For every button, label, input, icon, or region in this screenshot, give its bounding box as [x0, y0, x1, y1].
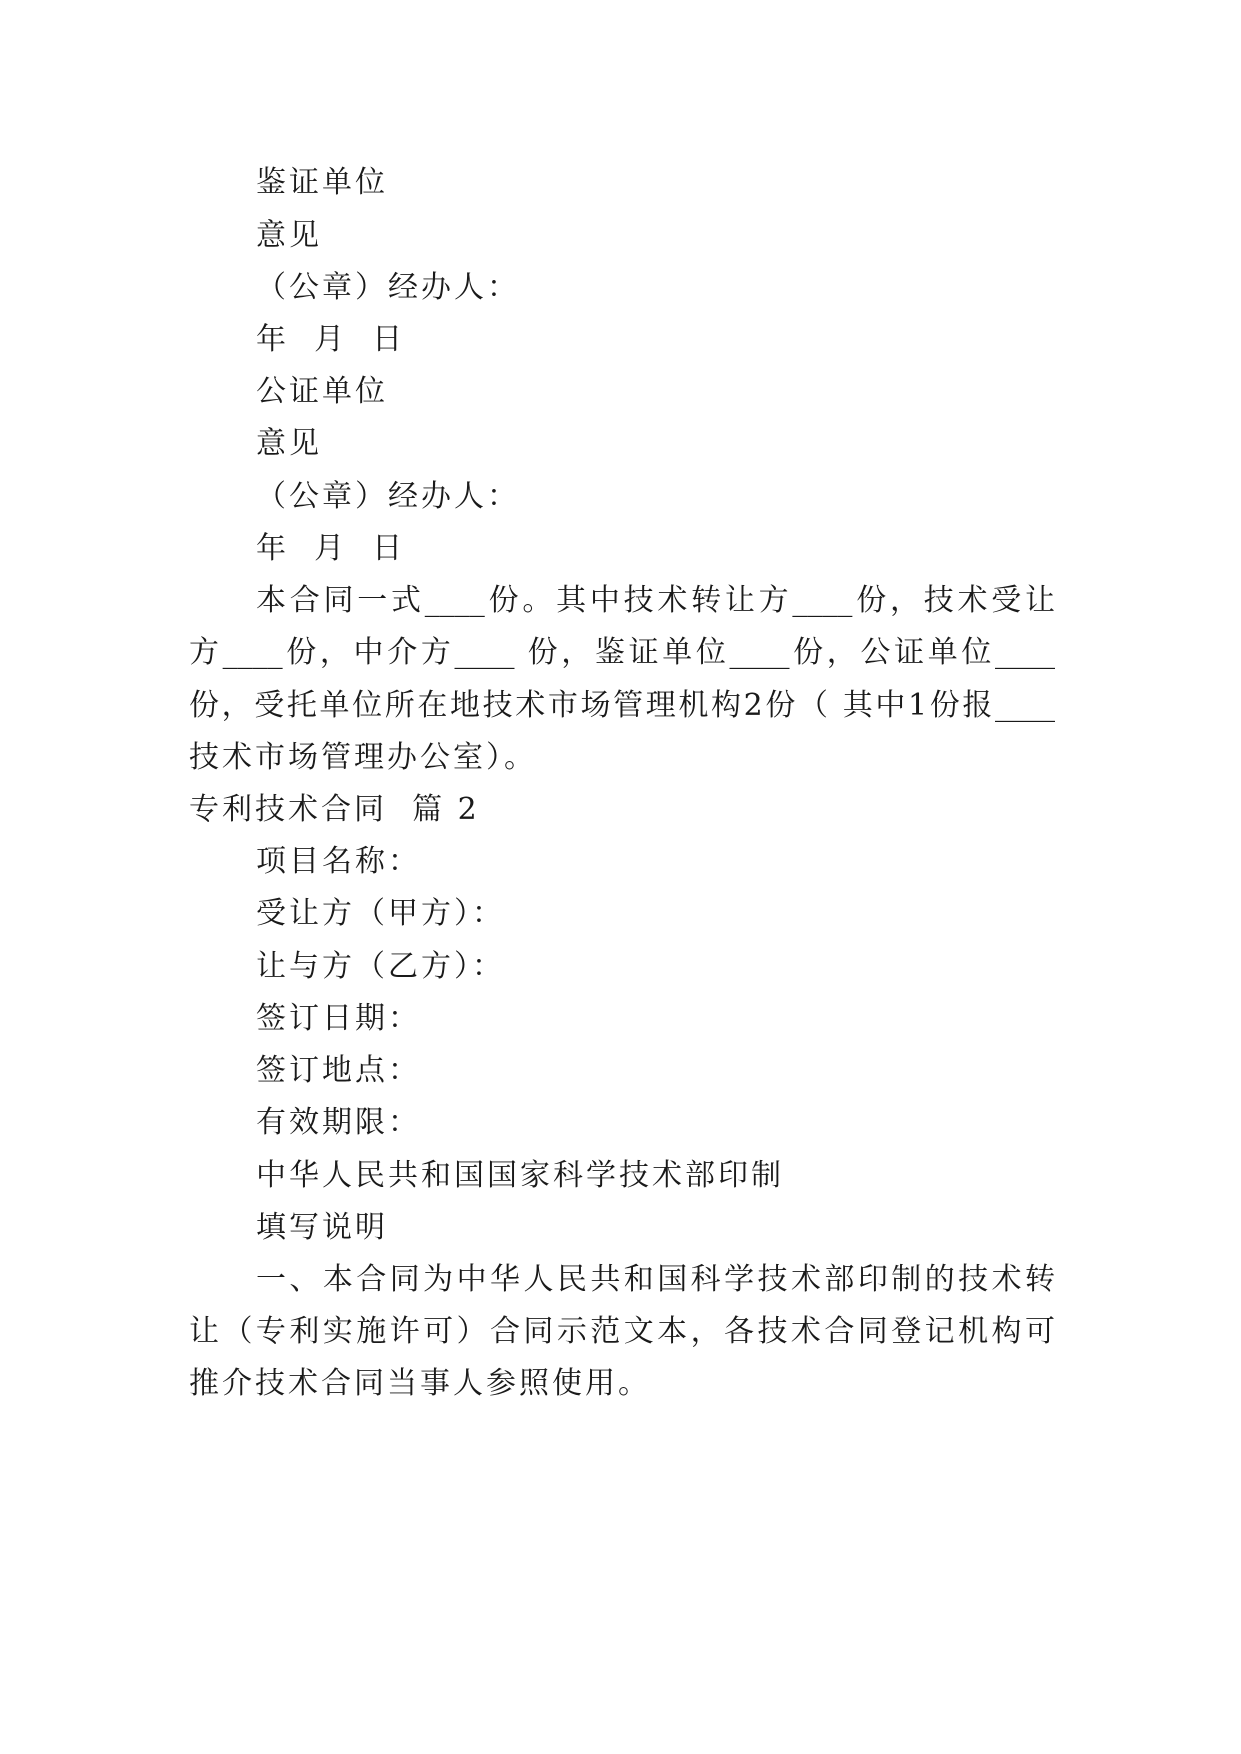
- project-name-field: 项目名称：: [256, 844, 421, 879]
- copies-paragraph-line-4: 技术市场管理办公室）。: [189, 740, 537, 775]
- copies-paragraph-line-1: 本合同一式____份。其中技术转让方____份，技术受让: [256, 583, 1055, 618]
- signing-date-field: 签订日期：: [256, 1001, 421, 1036]
- instructions-title: 填写说明: [256, 1210, 388, 1245]
- attestation-date-label: 年 月 日: [256, 322, 406, 357]
- publisher-line: 中华人民共和国国家科学技术部印制: [256, 1158, 784, 1193]
- transferor-field: 让与方（乙方）：: [256, 949, 505, 984]
- instruction-1-line-3: 推介技术合同当事人参照使用。: [189, 1366, 651, 1401]
- notary-date-label: 年 月 日: [256, 531, 406, 566]
- attestation-seal-handler-label: （公章）经办人：: [256, 270, 520, 305]
- signing-place-field: 签订地点：: [256, 1053, 421, 1088]
- validity-period-field: 有效期限：: [256, 1105, 421, 1140]
- attestation-unit-label: 鉴证单位: [256, 165, 388, 200]
- instruction-1-line-1: 一、本合同为中华人民共和国科学技术部印制的技术转: [256, 1262, 1055, 1297]
- copies-paragraph-line-3: 份，受托单位所在地技术市场管理机构2份（ 其中1份报____: [189, 688, 1055, 723]
- notary-seal-handler-label: （公章）经办人：: [256, 479, 520, 514]
- section-heading: 专利技术合同 篇 2: [189, 792, 480, 827]
- copies-paragraph-line-2: 方____份，中介方____ 份，鉴证单位____份，公证单位____: [189, 635, 1055, 670]
- instruction-1-line-2: 让（专利实施许可）合同示范文本，各技术合同登记机构可: [189, 1314, 1055, 1349]
- notary-opinion-label: 意见: [256, 426, 322, 461]
- transferee-field: 受让方（甲方）：: [256, 896, 505, 931]
- notary-unit-label: 公证单位: [256, 374, 388, 409]
- attestation-opinion-label: 意见: [256, 218, 322, 253]
